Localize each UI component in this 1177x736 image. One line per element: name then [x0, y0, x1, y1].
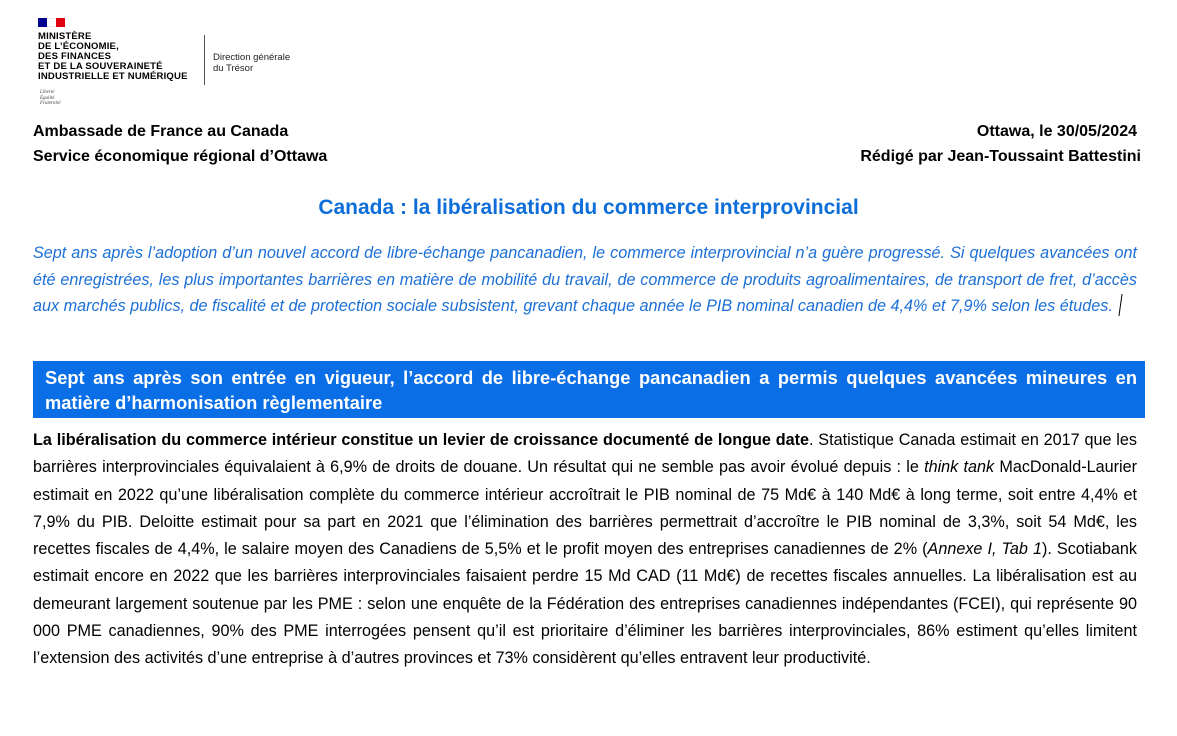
direction-generale-tresor: Direction générale du Trésor [213, 52, 291, 74]
ministry-name: MINISTÈRE DE L’ÉCONOMIE, DES FINANCES ET DE LA SOUVERAINETÉ INDUSTRIELLE ET NUMÉRIQUE [38, 31, 188, 82]
embassy-name: Ambassade de France au Canada [33, 123, 289, 140]
document-title: Canada : la libéralisation du commerce interprovincial [318, 196, 859, 219]
sender-block [33, 119, 327, 169]
ministry-logo [38, 18, 308, 110]
annex-reference: Annexe I, Tab 1 [927, 540, 1042, 559]
date-author-block [860, 119, 1141, 169]
think-tank-term: think tank [924, 458, 995, 477]
lead-sentence: La libéralisation du commerce intérieur constitue un levier de croissance documenté de longue date [33, 431, 809, 449]
service-name: Service économique régional d’Ottawa [33, 148, 328, 165]
section-heading: Sept ans après son entrée en vigueur, l’accord de libre-échange pancanadien a permis quelques avancées mineures en matière d’harmonisation règlementaire [45, 367, 1137, 413]
section-heading-banner [33, 361, 1145, 418]
logo-divider [204, 35, 205, 85]
text-cursor [1118, 294, 1122, 316]
french-flag-icon [38, 18, 65, 27]
summary-text: Sept ans après l’adoption d’un nouvel accord de libre-échange pancanadien, le commerce interprovincial n’a guère progressé. Si quelques avancées ont été enregistrées, les plus importantes barrières en matière de mobilité du travail, de commerce de produits agroalimentaires, de transport de fret, d’accès aux marchés publics, de fiscalité et de protection sociale subsistent, grevant chaque année le PIB nominal canadien de 4,4% et 7,9% selon les études. [33, 244, 1137, 315]
summary-paragraph[interactable] [33, 240, 1137, 320]
body-paragraph: La libéralisation du commerce intérieur constitue un levier de croissance documenté de longue date. Statistique Canada estimait en 2017 que les barrières interprovinciales équivalaient à 6,9% de droits de douane. Un résultat qui ne semble pas avoir évolué depuis : le think tank MacDonald-Laurier estimait en 2022 qu’une libéralisation complète du commerce intérieur accroîtrait le PIB nominal de 75 Md€ à 140 Md€ à long terme, soit entre 4,4% et 7,9% du PIB. Deloitte estimait pour sa part en 2021 que l’élimination des barrières permettrait d’accroître le PIB nominal de 3,3%, soit 54 Md€, les recettes fiscales de 4,4%, le salaire moyen des Canadiens de 5,5% et le profit moyen des entreprises canadiennes de 2% (Annexe I, Tab 1). Scotiabank estimait encore en 2022 que les barrières interprovinciales faisaient perdre 15 Md CAD (11 Md€) de recettes fiscales annuelles. La libéralisation est au demeurant largement soutenue par les PME : selon une enquête de la Fédération des entreprises canadiennes indépendantes (FCEI), qui représente 90 000 PME canadiennes, 90% des PME interrogées pensent qu’il est prioritaire d’éliminer les barrières interprovinciales, 86% estiment qu’elles limitent l’extension des activités d’une entreprise à d’autres provinces et 73% considèrent qu’elles entravent leur productivité. [33, 431, 1137, 668]
date-line: Ottawa, le 30/05/2024 [976, 123, 1137, 140]
republic-motto: Liberté Égalité Fraternité [40, 90, 61, 106]
author-line: Rédigé par Jean-Toussaint Battestini [860, 148, 1141, 165]
